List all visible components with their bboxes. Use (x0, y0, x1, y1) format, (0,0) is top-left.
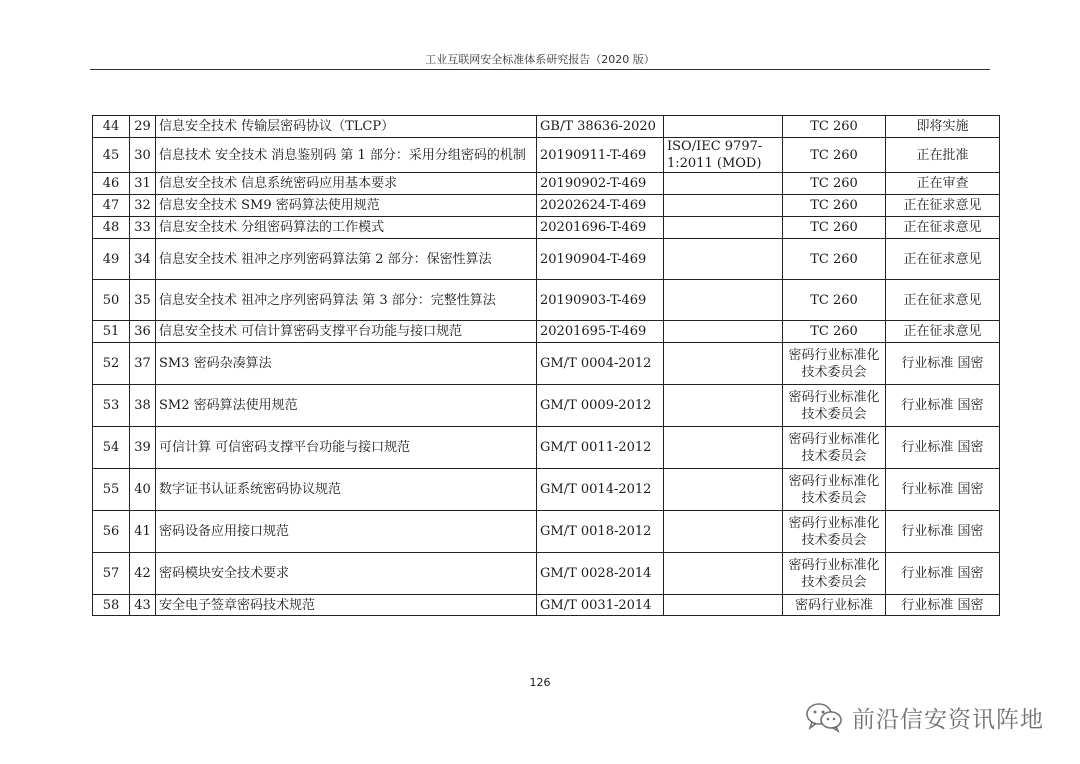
standard-name: SM2 密码算法使用规范 (156, 385, 537, 427)
table-row (93, 595, 1000, 616)
reference-standard (664, 116, 783, 138)
row-index: 44 (93, 116, 130, 138)
standard-status: 正在征求意见 (886, 239, 1000, 280)
reference-standard (664, 553, 783, 595)
wechat-icon (804, 701, 844, 733)
watermark (804, 700, 1044, 734)
reference-standard (664, 343, 783, 385)
responsible-org: TC 260 (783, 116, 886, 138)
row-index: 54 (93, 427, 130, 469)
responsible-org: TC 260 (783, 321, 886, 343)
row-index: 45 (93, 138, 130, 173)
standard-code: 20201695-T-469 (537, 321, 664, 343)
row-sub-index: 39 (130, 427, 156, 469)
watermark-text: 前沿信安资讯阵地 (852, 706, 1044, 733)
table-row (93, 239, 1000, 280)
row-sub-index: 31 (130, 173, 156, 195)
standard-code: 20190903-T-469 (537, 280, 664, 321)
row-sub-index: 42 (130, 553, 156, 595)
standard-status: 行业标准 国密 (886, 553, 1000, 595)
table-row (93, 173, 1000, 195)
row-index: 56 (93, 511, 130, 553)
row-index: 57 (93, 553, 130, 595)
reference-standard (664, 427, 783, 469)
reference-standard (664, 469, 783, 511)
row-sub-index: 38 (130, 385, 156, 427)
standard-status: 正在审查 (886, 173, 1000, 195)
reference-standard (664, 321, 783, 343)
standard-name: 信息安全技术 传输层密码协议（TLCP） (156, 116, 537, 138)
standard-code: 20190911-T-469 (537, 138, 664, 173)
row-sub-index: 29 (130, 116, 156, 138)
table-row (93, 469, 1000, 511)
row-index: 49 (93, 239, 130, 280)
standard-status: 行业标准 国密 (886, 469, 1000, 511)
row-sub-index: 33 (130, 217, 156, 239)
standard-name: 信息安全技术 SM9 密码算法使用规范 (156, 195, 537, 217)
standard-status: 行业标准 国密 (886, 595, 1000, 616)
reference-standard (664, 511, 783, 553)
row-index: 58 (93, 595, 130, 616)
responsible-org: TC 260 (783, 195, 886, 217)
standard-status: 正在征求意见 (886, 280, 1000, 321)
standard-status: 正在批准 (886, 138, 1000, 173)
responsible-org: 密码行业标准化技术委员会 (783, 553, 886, 595)
row-index: 46 (93, 173, 130, 195)
responsible-org: TC 260 (783, 217, 886, 239)
table-row (93, 343, 1000, 385)
standards-table (92, 115, 1000, 616)
row-sub-index: 35 (130, 280, 156, 321)
standard-status: 正在征求意见 (886, 195, 1000, 217)
standard-status: 正在征求意见 (886, 217, 1000, 239)
responsible-org: 密码行业标准化技术委员会 (783, 427, 886, 469)
row-index: 50 (93, 280, 130, 321)
row-sub-index: 37 (130, 343, 156, 385)
responsible-org: TC 260 (783, 173, 886, 195)
responsible-org: TC 260 (783, 280, 886, 321)
standard-code: GM/T 0018-2012 (537, 511, 664, 553)
standard-code: 20190904-T-469 (537, 239, 664, 280)
row-sub-index: 41 (130, 511, 156, 553)
table-row (93, 195, 1000, 217)
standard-status: 行业标准 国密 (886, 427, 1000, 469)
standard-name: 密码设备应用接口规范 (156, 511, 537, 553)
reference-standard (664, 217, 783, 239)
responsible-org: 密码行业标准 (783, 595, 886, 616)
header-divider (90, 69, 990, 70)
standard-code: GM/T 0031-2014 (537, 595, 664, 616)
standard-code: GM/T 0011-2012 (537, 427, 664, 469)
standard-status: 行业标准 国密 (886, 385, 1000, 427)
page-number: 126 (529, 676, 551, 689)
standard-code: GM/T 0009-2012 (537, 385, 664, 427)
standard-name: 密码模块安全技术要求 (156, 553, 537, 595)
reference-standard (664, 195, 783, 217)
table-row (93, 385, 1000, 427)
standard-status: 正在征求意见 (886, 321, 1000, 343)
table-row (93, 321, 1000, 343)
row-index: 47 (93, 195, 130, 217)
row-index: 55 (93, 469, 130, 511)
standard-name: 数字证书认证系统密码协议规范 (156, 469, 537, 511)
standard-code: GM/T 0014-2012 (537, 469, 664, 511)
page-header-title: 工业互联网安全标准体系研究报告（2020 版） (425, 53, 655, 66)
row-sub-index: 32 (130, 195, 156, 217)
row-sub-index: 30 (130, 138, 156, 173)
responsible-org: TC 260 (783, 138, 886, 173)
standard-code: 20202624-T-469 (537, 195, 664, 217)
standard-code: 20201696-T-469 (537, 217, 664, 239)
table-row (93, 280, 1000, 321)
row-sub-index: 36 (130, 321, 156, 343)
standard-name: 信息安全技术 分组密码算法的工作模式 (156, 217, 537, 239)
standard-name: 信息安全技术 祖冲之序列密码算法第 2 部分：保密性算法 (156, 239, 537, 280)
reference-standard (664, 173, 783, 195)
table-row (93, 427, 1000, 469)
table-row (93, 553, 1000, 595)
standard-code: 20190902-T-469 (537, 173, 664, 195)
table-row (93, 138, 1000, 173)
standard-status: 即将实施 (886, 116, 1000, 138)
row-sub-index: 34 (130, 239, 156, 280)
standard-name: 信息安全技术 信息系统密码应用基本要求 (156, 173, 537, 195)
standard-name: 信息安全技术 祖冲之序列密码算法 第 3 部分：完整性算法 (156, 280, 537, 321)
row-index: 51 (93, 321, 130, 343)
responsible-org: 密码行业标准化技术委员会 (783, 469, 886, 511)
standard-code: GM/T 0004-2012 (537, 343, 664, 385)
standard-name: SM3 密码杂凑算法 (156, 343, 537, 385)
standard-name: 安全电子签章密码技术规范 (156, 595, 537, 616)
standard-name: 信息安全技术 可信计算密码支撑平台功能与接口规范 (156, 321, 537, 343)
reference-standard (664, 385, 783, 427)
row-index: 53 (93, 385, 130, 427)
responsible-org: 密码行业标准化技术委员会 (783, 385, 886, 427)
row-sub-index: 43 (130, 595, 156, 616)
table-row (93, 511, 1000, 553)
standard-code: GB/T 38636-2020 (537, 116, 664, 138)
row-index: 52 (93, 343, 130, 385)
table-row (93, 217, 1000, 239)
standard-code: GM/T 0028-2014 (537, 553, 664, 595)
responsible-org: TC 260 (783, 239, 886, 280)
reference-standard (664, 595, 783, 616)
responsible-org: 密码行业标准化技术委员会 (783, 343, 886, 385)
row-sub-index: 40 (130, 469, 156, 511)
reference-standard: ISO/IEC 9797-1:2011 (MOD) (664, 138, 783, 173)
standard-status: 行业标准 国密 (886, 343, 1000, 385)
reference-standard (664, 280, 783, 321)
responsible-org: 密码行业标准化技术委员会 (783, 511, 886, 553)
standard-name: 信息技术 安全技术 消息鉴别码 第 1 部分：采用分组密码的机制 (156, 138, 537, 173)
standard-status: 行业标准 国密 (886, 511, 1000, 553)
table-row (93, 116, 1000, 138)
standard-name: 可信计算 可信密码支撑平台功能与接口规范 (156, 427, 537, 469)
reference-standard (664, 239, 783, 280)
row-index: 48 (93, 217, 130, 239)
